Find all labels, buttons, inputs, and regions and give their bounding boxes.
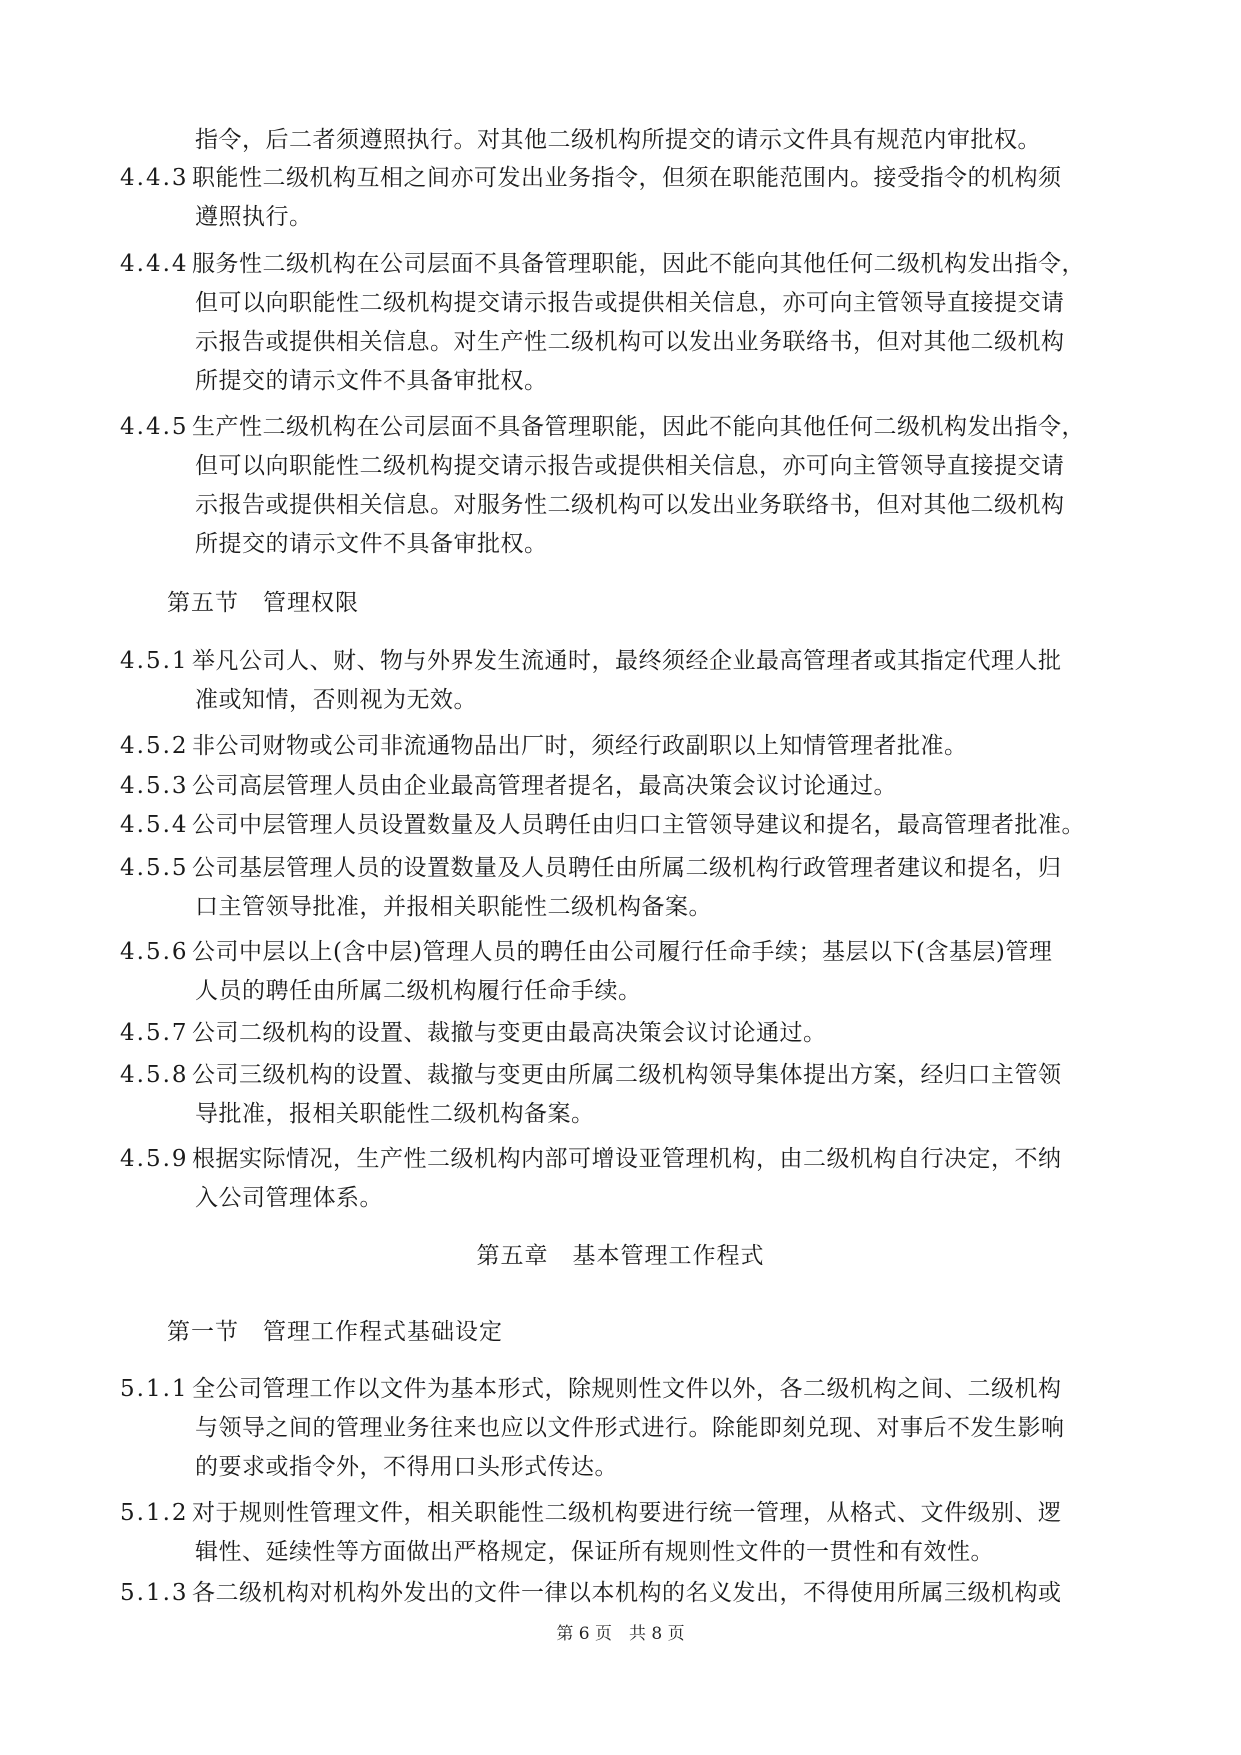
paragraph-item-4-5-4: 4.5.4 公司中层管理人员设置数量及人员聘任由归口主管领导建议和提名，最高管理者批准。 [120,812,1085,838]
clause-number: 4.5.2 [120,733,189,759]
clause-number: 5.1.1 [120,1376,189,1402]
paragraph-item-4-5-7: 4.5.7 公司二级机构的设置、裁撤与变更由最高决策会议讨论通过。 [120,1020,827,1046]
paragraph-item-5-1-2: 5.1.2 对于规则性管理文件，相关职能性二级机构要进行统一管理，从格式、文件级别、逻 [120,1500,1062,1526]
paragraph-item-4-5-6: 4.5.6 公司中层以上(含中层)管理人员的聘任由公司履行任命手续；基层以下(含基层)管理 [120,939,1053,965]
clause-number: 5.1.2 [120,1500,189,1526]
paragraph-line: 但可以向职能性二级机构提交请示报告或提供相关信息，亦可向主管领导直接提交请 [195,290,1065,316]
paragraph-line: 所提交的请示文件不具备审批权。 [195,531,548,557]
clause-number: 4.5.4 [120,812,189,838]
paragraph-item-4-4-5: 4.4.5 生产性二级机构在公司层面不具备管理职能，因此不能向其他任何二级机构发出指令， [120,414,1085,440]
paragraph-line: 但可以向职能性二级机构提交请示报告或提供相关信息，亦可向主管领导直接提交请 [195,453,1065,479]
paragraph-line: 示报告或提供相关信息。对服务性二级机构可以发出业务联络书，但对其他二级机构 [195,492,1065,518]
paragraph-line: 与领导之间的管理业务往来也应以文件形式进行。除能即刻兑现、对事后不发生影响 [195,1415,1065,1441]
paragraph-item-4-5-2: 4.5.2 非公司财物或公司非流通物品出厂时，须经行政副职以上知情管理者批准。 [120,733,968,759]
clause-number: 5.1.3 [120,1580,189,1606]
paragraph-line: 准或知情，否则视为无效。 [195,687,477,713]
paragraph-line: 辑性、延续性等方面做出严格规定，保证所有规则性文件的一贯性和有效性。 [195,1539,994,1565]
paragraph-line: 导批准，报相关职能性二级机构备案。 [195,1101,595,1127]
paragraph-line: 指令，后二者须遵照执行。对其他二级机构所提交的请示文件具有规范内审批权。 [195,127,1041,153]
paragraph-line: 所提交的请示文件不具备审批权。 [195,368,548,394]
paragraph-item-4-5-3: 4.5.3 公司高层管理人员由企业最高管理者提名，最高决策会议讨论通过。 [120,773,897,799]
clause-number: 4.5.8 [120,1062,189,1088]
clause-number: 4.5.1 [120,648,189,674]
paragraph-line: 入公司管理体系。 [195,1185,383,1211]
paragraph-item-4-5-1: 4.5.1 举凡公司人、财、物与外界发生流通时，最终须经企业最高管理者或其指定代理人批 [120,648,1062,674]
clause-number: 4.4.4 [120,251,189,277]
clause-number: 4.5.5 [120,855,189,881]
paragraph-item-4-4-4: 4.4.4 服务性二级机构在公司层面不具备管理职能，因此不能向其他任何二级机构发出指令， [120,251,1085,277]
paragraph-line: 遵照执行。 [195,204,313,230]
section-heading: 第一节 管理工作程式基础设定 [167,1319,503,1345]
paragraph-line: 示报告或提供相关信息。对生产性二级机构可以发出业务联络书，但对其他二级机构 [195,329,1065,355]
clause-number: 4.5.7 [120,1020,189,1046]
paragraph-item-4-5-9: 4.5.9 根据实际情况，生产性二级机构内部可增设亚管理机构，由二级机构自行决定，不纳 [120,1146,1062,1172]
clause-number: 4.4.3 [120,165,189,191]
paragraph-item-4-5-5: 4.5.5 公司基层管理人员的设置数量及人员聘任由所属二级机构行政管理者建议和提名，归 [120,855,1062,881]
paragraph-item-5-1-3: 5.1.3 各二级机构对机构外发出的文件一律以本机构的名义发出，不得使用所属三级机构或 [120,1580,1062,1606]
paragraph-item-4-5-8: 4.5.8 公司三级机构的设置、裁撤与变更由所属二级机构领导集体提出方案，经归口主管领 [120,1062,1062,1088]
paragraph-item-5-1-1: 5.1.1 全公司管理工作以文件为基本形式，除规则性文件以外，各二级机构之间、二级机构 [120,1376,1062,1402]
section-heading: 第五节 管理权限 [167,590,359,616]
paragraph-line: 人员的聘任由所属二级机构履行任命手续。 [195,978,642,1004]
clause-number: 4.5.9 [120,1146,189,1172]
clause-number: 4.4.5 [120,414,189,440]
page-footer: 第 6 页 共 8 页 [556,1624,685,1644]
clause-number: 4.5.6 [120,939,189,965]
paragraph-line: 的要求或指令外，不得用口头形式传达。 [195,1454,618,1480]
paragraph-line: 口主管领导批准，并报相关职能性二级机构备案。 [195,894,712,920]
clause-number: 4.5.3 [120,773,189,799]
chapter-heading: 第五章 基本管理工作程式 [476,1243,765,1269]
paragraph-item-4-4-3: 4.4.3 职能性二级机构互相之间亦可发出业务指令，但须在职能范围内。接受指令的机构须 [120,165,1062,191]
